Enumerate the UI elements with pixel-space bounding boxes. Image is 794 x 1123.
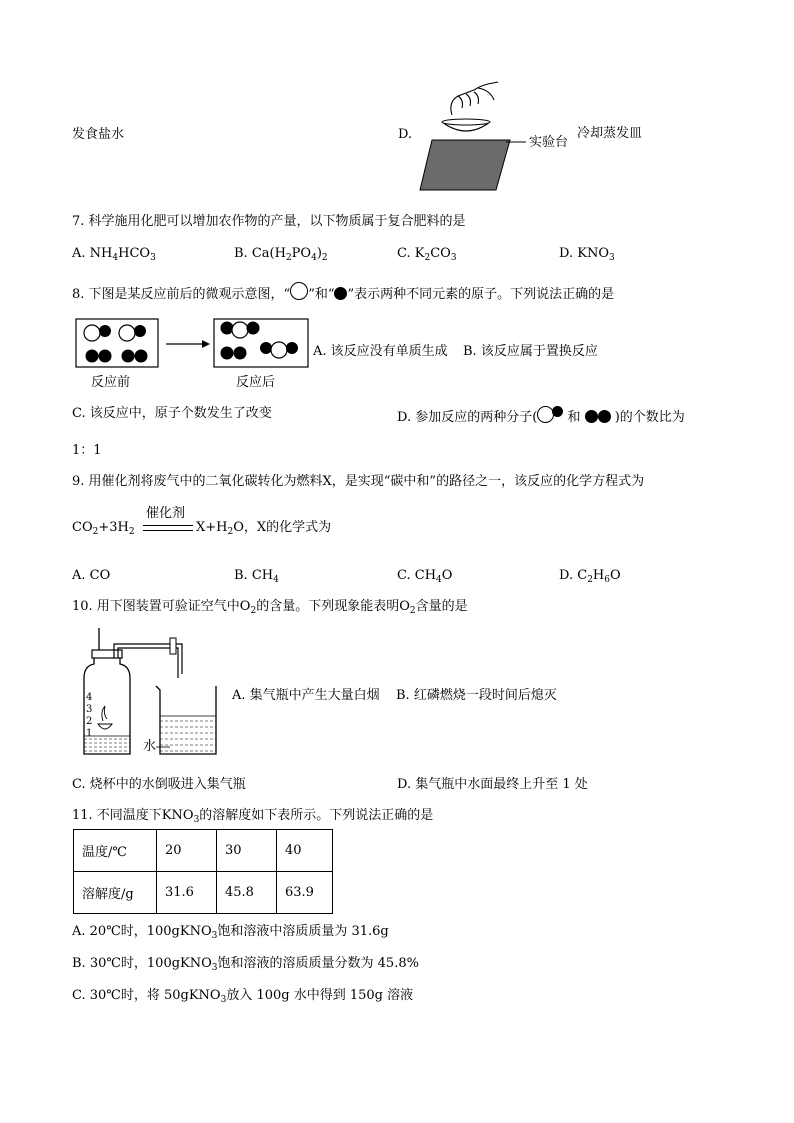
q9-equation-products: $X+H_2O$，X的化学式为 <box>196 520 332 537</box>
table-cell: 30 <box>217 830 277 872</box>
label-water: 水 <box>143 739 157 754</box>
table-cell: 溶解度/g <box>74 872 157 914</box>
label-before: 反应前 <box>91 375 131 390</box>
bench-shape <box>420 140 510 190</box>
table-cell: 40 <box>277 830 333 872</box>
black-atom-icon <box>598 410 611 423</box>
table-cell: 63.9 <box>277 872 333 914</box>
reaction-diagram <box>74 317 314 371</box>
table-cell: 温度/℃ <box>74 830 157 872</box>
q11-stem: 11. 不同温度下$KNO_3$的溶解度如下表所示。下列说法正确的是 <box>72 808 434 825</box>
q9-option-a: A. CO <box>72 568 111 583</box>
q10-option-d: D. 集气瓶中水面最终上升至 1 处 <box>397 777 588 792</box>
q8-ratio: 1：1 <box>72 443 102 458</box>
table-row <box>74 830 333 872</box>
q7-stem: 7. 科学施用化肥可以增加农作物的产量，以下物质属于复合肥料的是 <box>72 214 466 229</box>
label-after: 反应后 <box>236 375 276 390</box>
q8-option-a: A. 该反应没有单质生成 <box>313 344 448 359</box>
label-dish: 冷却蒸发皿 <box>577 126 643 141</box>
q9-catalyst: 催化剂 <box>146 506 186 521</box>
q11-option-c: C. 30℃时，将 50gKNO$_3$放入 100g 水中得到 150g 溶液 <box>72 988 414 1005</box>
q6-option-d-letter: D. <box>398 127 413 142</box>
solubility-table <box>73 829 333 914</box>
black-atom-icon <box>334 287 347 300</box>
q8-option-b: B. 该反应属于置换反应 <box>463 344 598 359</box>
q10-option-c: C. 烧杯中的水倒吸进入集气瓶 <box>72 777 246 792</box>
q7-option-b: B. $Ca(H_2PO_4)_2$ <box>234 246 328 263</box>
table-cell: 45.8 <box>217 872 277 914</box>
table-row <box>74 872 333 914</box>
q9-equation: $CO_2+3H_2$ <box>72 520 135 537</box>
scale-mark-2: 2 <box>86 716 93 727</box>
q7-option-a: A. $NH_4HCO_3$ <box>72 246 156 263</box>
white-atom-icon <box>290 282 308 300</box>
q10-option-a: A. 集气瓶中产生大量白烟 <box>232 688 380 703</box>
clamp <box>170 638 176 654</box>
scale-mark-3: 3 <box>86 704 93 715</box>
hand-shape <box>451 82 498 115</box>
black-atom-icon <box>552 406 563 417</box>
black-atom-icon <box>585 410 598 423</box>
label-bench: 实验台 <box>529 135 569 150</box>
q7-option-d: D. $KNO_3$ <box>559 246 615 263</box>
q8-option-c: C. 该反应中，原子个数发生了改变 <box>72 406 272 421</box>
q10-option-b: B. 红磷燃烧一段时间后熄灭 <box>396 688 557 703</box>
q9-stem: 9. 用催化剂将废气中的二氧化碳转化为燃料X，是实现“碳中和”的路径之一，该反应的化学方程式为 <box>72 474 645 489</box>
q8-stem: 8. 下图是某反应前后的微观示意图，“ ”和“ ”表示两种不同元素的原子。下列说法正确的是 <box>72 282 614 303</box>
scale-mark-1: 1 <box>86 728 93 739</box>
equation-double-line <box>143 525 193 531</box>
q9-option-d: D. $C_2H_6O$ <box>559 568 621 585</box>
q9-option-b: B. $CH_4$ <box>234 568 279 585</box>
scale-mark-4: 4 <box>86 692 93 703</box>
table-cell: 20 <box>157 830 217 872</box>
q11-option-a: A. 20℃时，100gKNO$_3$饱和溶液中溶质质量为 31.6g <box>72 924 389 941</box>
q8-option-d: D. 参加反应的两种分子( 和 )的个数比为 <box>397 406 685 426</box>
q9-option-c: C. $CH_4O$ <box>397 568 453 585</box>
table-cell: 31.6 <box>157 872 217 914</box>
beaker <box>156 686 216 754</box>
q11-option-b: B. 30℃时，100gKNO$_3$饱和溶液的溶质质量分数为 45.8% <box>72 956 419 973</box>
q10-stem: 10. 用下图装置可验证空气中$O_2$的含量。下列现象能表明$O_2$含量的是 <box>72 599 468 616</box>
q7-option-c: C. $K_2CO_3$ <box>397 246 457 263</box>
q6-option-c-fragment: 发食盐水 <box>72 127 125 142</box>
